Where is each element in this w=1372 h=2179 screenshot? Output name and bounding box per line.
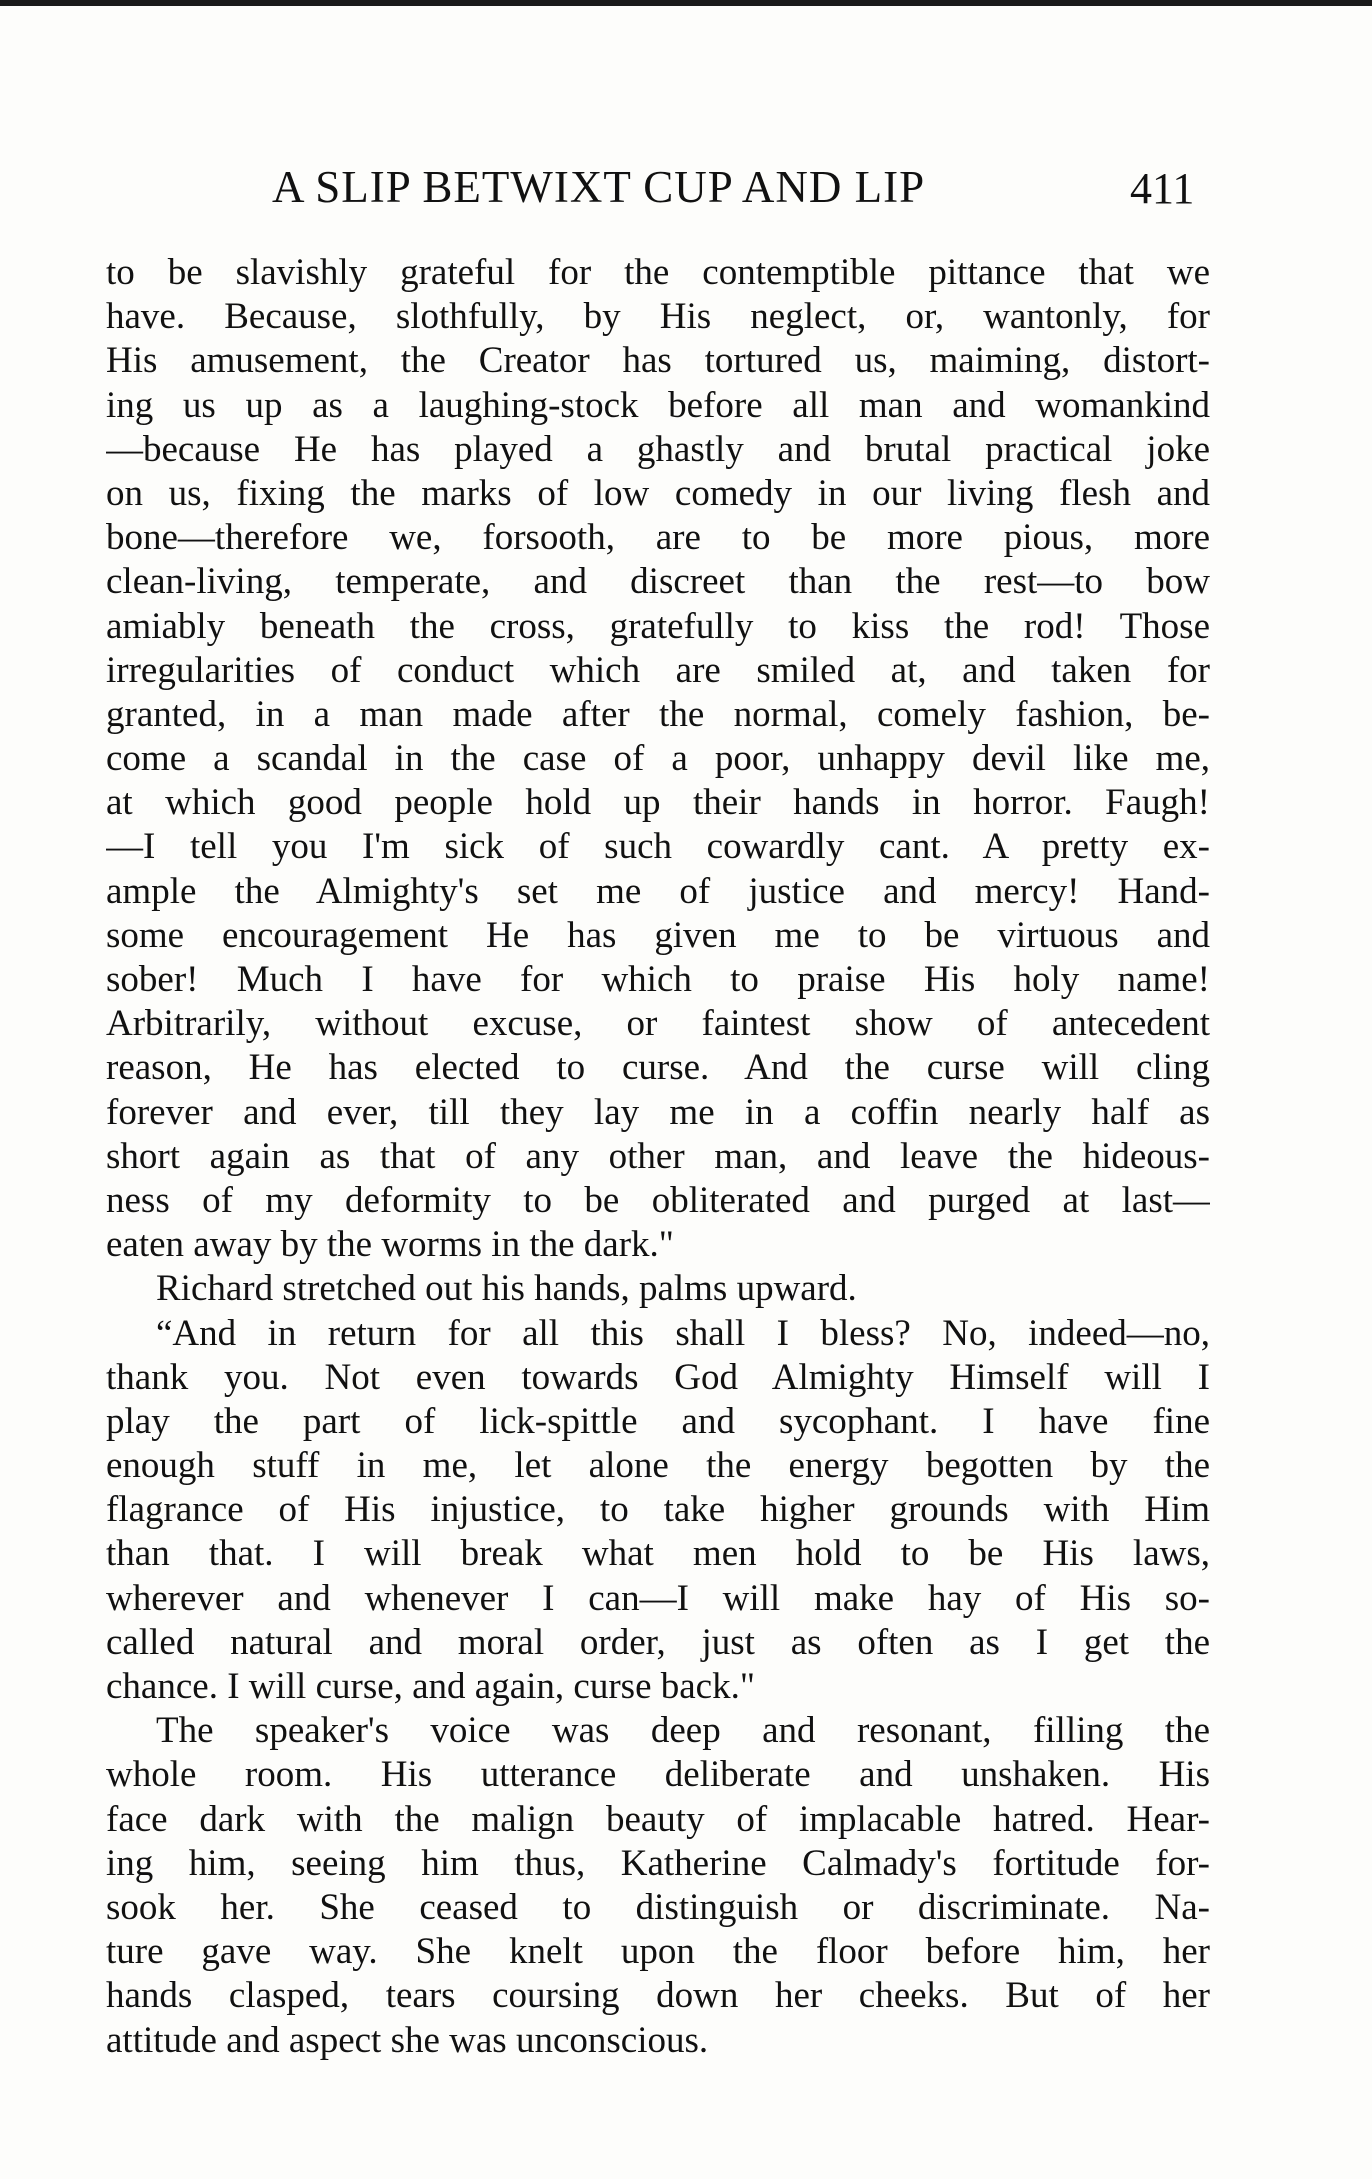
text-line: whole room. His utterance deliberate and unshaken. His [106,1754,1210,1796]
text-line: at which good people hold up their hands in horror. Faugh! [106,782,1210,824]
text-line: wherever and whenever I can—I will make hay of His so- [106,1577,1210,1619]
text-line: come a scandal in the case of a poor, unhappy devil like me, [106,738,1210,780]
text-line: irregularities of conduct which are smiled at, and taken for [106,649,1210,691]
text-line: have. Because, slothfully, by His neglect, or, wantonly, for [106,296,1210,338]
text-line: His amusement, the Creator has tortured us, maiming, distort- [106,340,1210,382]
text-line: amiably beneath the cross, gratefully to kiss the rod! Those [106,605,1210,647]
text-line: —because He has played a ghastly and brutal practical joke [106,428,1210,470]
text-line: ample the Almighty's set me of justice and mercy! Hand- [106,870,1210,912]
text-line: chance. I will curse, and again, curse back." [106,1666,755,1707]
text-line: face dark with the malign beauty of implacable hatred. Hear- [106,1798,1210,1840]
text-line: ing him, seeing him thus, Katherine Calmady's fortitude for- [106,1842,1210,1884]
paragraph-start-line: Richard stretched out his hands, palms upward. [156,1268,857,1310]
text-line: than that. I will break what men hold to be His laws, [106,1533,1210,1575]
text-line: flagrance of His injustice, to take higher grounds with Him [106,1489,1210,1531]
text-line: granted, in a man made after the normal, comely fashion, be- [106,693,1210,735]
body-text [106,251,1210,2063]
text-line: Arbitrarily, without excuse, or faintest show of antecedent [106,1003,1210,1045]
top-edge-rule [0,0,1372,6]
text-line: sober! Much I have for which to praise His holy name! [106,959,1210,1000]
text-line: eaten away by the worms in the dark." [106,1224,674,1266]
running-title: A SLIP BETWIXT CUP AND LIP [272,162,926,212]
text-line: on us, fixing the marks of low comedy in our living flesh and [106,472,1210,514]
text-line: some encouragement He has given me to be virtuous and [106,914,1210,956]
paragraph-start-line: The speaker's voice was deep and resonant, filling the [156,1710,1210,1752]
text-line: reason, He has elected to curse. And the curse will cling [106,1047,1210,1089]
text-line: short again as that of any other man, and leave the hideous- [106,1135,1210,1177]
text-line: to be slavishly grateful for the contemptible pittance that we [106,252,1210,293]
text-line: thank you. Not even towards God Almighty Himself will I [106,1356,1210,1398]
paragraph-start-line: “And in return for all this shall I bless? No, indeed—no, [156,1312,1210,1354]
text-line: play the part of lick-spittle and sycophant. I have fine [106,1400,1210,1442]
text-line: ture gave way. She knelt upon the floor before him, her [106,1931,1210,1973]
text-line: called natural and moral order, just as often as I get the [106,1621,1210,1663]
page-number: 411 [1130,164,1195,213]
text-line: —I tell you I'm sick of such cowardly cant. A pretty ex- [106,826,1210,868]
text-line: bone—therefore we, forsooth, are to be more pious, more [106,517,1210,559]
text-line: sook her. She ceased to distinguish or discriminate. Na- [106,1886,1210,1928]
text-line: ing us up as a laughing-stock before all man and womankind [106,384,1210,426]
text-line: attitude and aspect she was unconscious. [106,2019,709,2061]
text-line: clean-living, temperate, and discreet than the rest—to bow [106,561,1210,603]
text-line: enough stuff in me, let alone the energy begotten by the [106,1445,1210,1487]
text-line: hands clasped, tears coursing down her cheeks. But of her [106,1975,1210,2017]
text-line: ness of my deformity to be obliterated and purged at last— [106,1179,1210,1221]
text-line: forever and ever, till they lay me in a coffin nearly half as [106,1091,1210,1133]
